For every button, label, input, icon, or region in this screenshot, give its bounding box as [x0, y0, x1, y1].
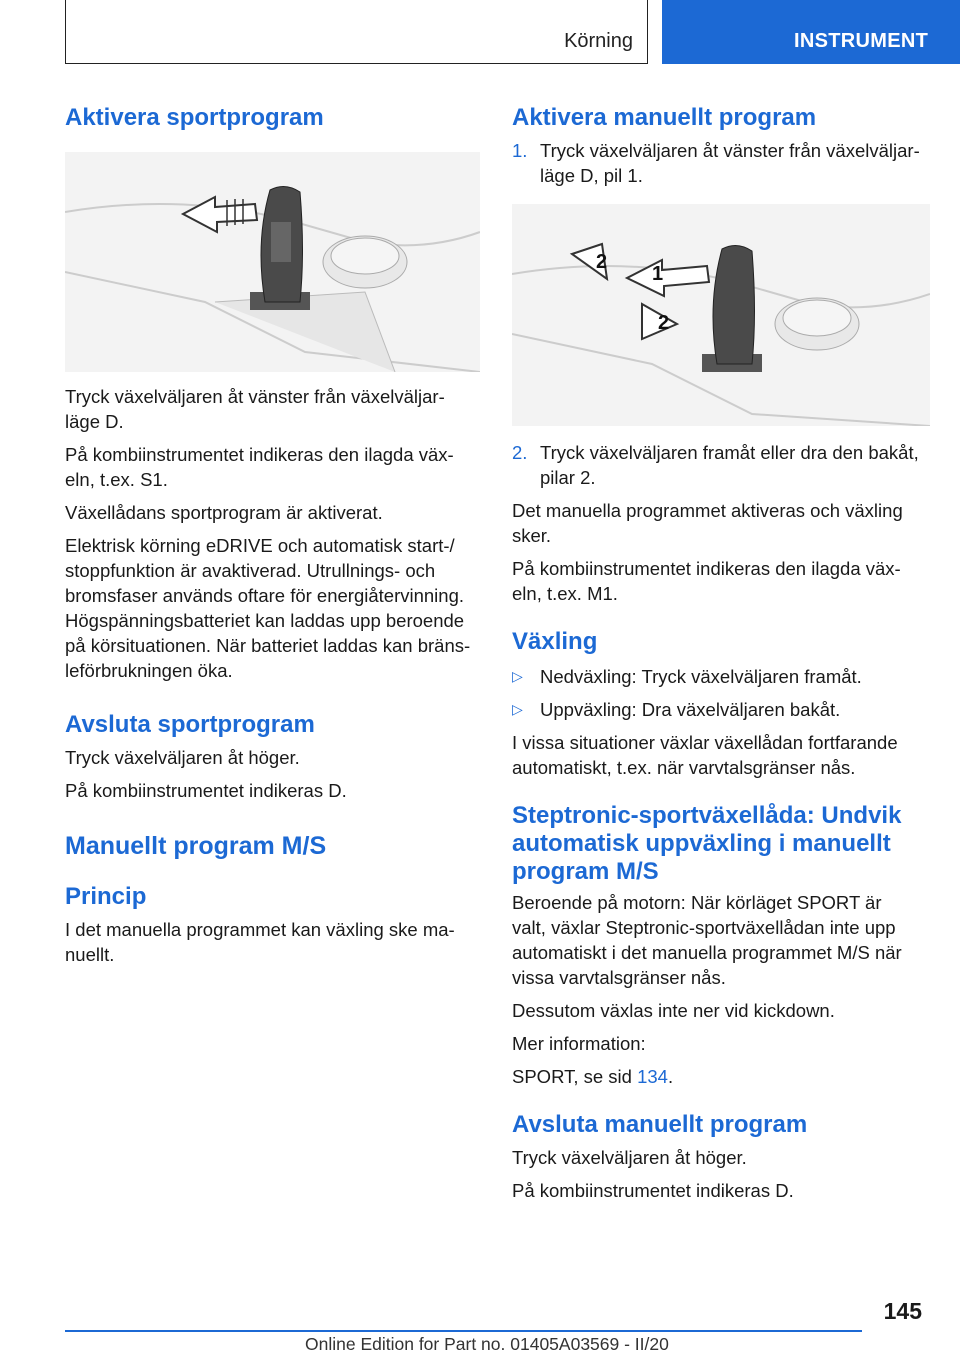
- left-column: [65, 100, 480, 967]
- para-manual-2: På kombiinstrumentet indikeras den ilagda väx- eln, t.ex. M1.: [512, 558, 901, 604]
- step-1-text: Tryck växelväljaren åt vänster från växelväljar- läge D, pil 1.: [540, 140, 920, 186]
- para-sport-4: Elektrisk körning eDRIVE och automatisk start-/ stoppfunktion är avaktiverad. Utrullnings- och bromsfaser används oftare för energiåtervinning. Högspänningsbatteriet kan laddas upp beroende på körsituationen. När batteriet laddas kan bräns- leförbrukningen öka.: [65, 535, 471, 681]
- header-section-box: [65, 0, 648, 64]
- para-principle: I det manuella programmet kan växling ske ma- nuellt.: [65, 919, 455, 965]
- heading-end-manual: Avsluta manuellt program: [512, 1111, 808, 1138]
- para-sport-1: Tryck växelväljaren åt vänster från växelväljar- läge D.: [65, 386, 445, 432]
- figure-label-arrow-2-bottom: 2: [658, 312, 670, 334]
- heading-activate-manual: Aktivera manuellt program: [512, 104, 817, 131]
- footer-edition: Online Edition for Part no. 01405A03569 - II/20: [305, 1334, 669, 1354]
- bullet-upshift-text: Uppväxling: Dra växelväljaren bakåt.: [540, 699, 841, 720]
- bullet-downshift: [512, 664, 930, 689]
- para-shift: I vissa situationer växlar växellådan fortfarande automatiskt, t.ex. när varvtalsgränser nås.: [512, 732, 898, 778]
- para-sport-reference: SPORT, se sid 134.: [512, 1066, 674, 1087]
- header-tab-label: INSTRUMENT: [794, 30, 929, 52]
- para-end-manual-1: Tryck växelväljaren åt höger.: [512, 1147, 747, 1168]
- page-number: 145: [883, 1298, 922, 1324]
- header-tab-instrument[interactable]: [662, 0, 960, 64]
- step-2-text: Tryck växelväljaren framåt eller dra den bakåt, pilar 2.: [540, 442, 919, 488]
- figure-label-arrow-1: 1: [652, 263, 664, 285]
- para-end-manual-2: På kombiinstrumentet indikeras D.: [512, 1180, 794, 1201]
- step-2: [512, 440, 930, 490]
- heading-shift: Växling: [512, 628, 598, 655]
- para-sport-3: Växellådans sportprogram är aktiverat.: [65, 502, 383, 523]
- right-column: [512, 100, 930, 1203]
- step-1-number: 1.: [512, 140, 528, 161]
- gear-selector-manual-illustration: [512, 204, 930, 426]
- heading-principle: Princip: [65, 883, 147, 910]
- step-2-number: 2.: [512, 442, 528, 463]
- heading-steptronic: Steptronic-sportväxellåda: Undvik automatisk uppväxling i manuellt program M/S: [512, 802, 902, 885]
- figure-gear-selector-manual: [512, 204, 930, 426]
- bullet-icon: ▷: [512, 668, 523, 684]
- bullet-icon: ▷: [512, 701, 523, 717]
- bullet-downshift-text: Nedväxling: Tryck växelväljaren framåt.: [540, 666, 862, 687]
- para-manual-1: Det manuella programmet aktiveras och växling sker.: [512, 500, 903, 546]
- header-section-title: Körning: [564, 30, 633, 52]
- figure-label-arrow-2-top: 2: [596, 251, 608, 273]
- para-end-sport-1: Tryck växelväljaren åt höger.: [65, 747, 300, 768]
- heading-end-sport: Avsluta sportprogram: [65, 711, 315, 738]
- page-link-134[interactable]: 134: [637, 1066, 668, 1087]
- para-steptronic-2: Dessutom växlas inte ner vid kickdown.: [512, 1000, 835, 1021]
- para-sport-2: På kombiinstrumentet indikeras den ilagda väx- eln, t.ex. S1.: [65, 444, 454, 490]
- heading-manual-program: Manuellt program M/S: [65, 832, 327, 860]
- heading-activate-sport: Aktivera sportprogram: [65, 104, 324, 131]
- gear-selector-illustration: [65, 152, 480, 372]
- figure-gear-selector-sport: [65, 152, 480, 372]
- footer-divider: [65, 1330, 862, 1332]
- bullet-upshift: [512, 697, 930, 722]
- para-more-info: Mer information:: [512, 1033, 646, 1054]
- step-1: [512, 138, 930, 188]
- para-end-sport-2: På kombiinstrumentet indikeras D.: [65, 780, 347, 801]
- para-steptronic-1: Beroende på motorn: När körläget SPORT är valt, växlar Steptronic-sportväxellådan inte upp automatiskt i det manuella programmet M/S när vissa varvtalsgränser nås.: [512, 892, 902, 988]
